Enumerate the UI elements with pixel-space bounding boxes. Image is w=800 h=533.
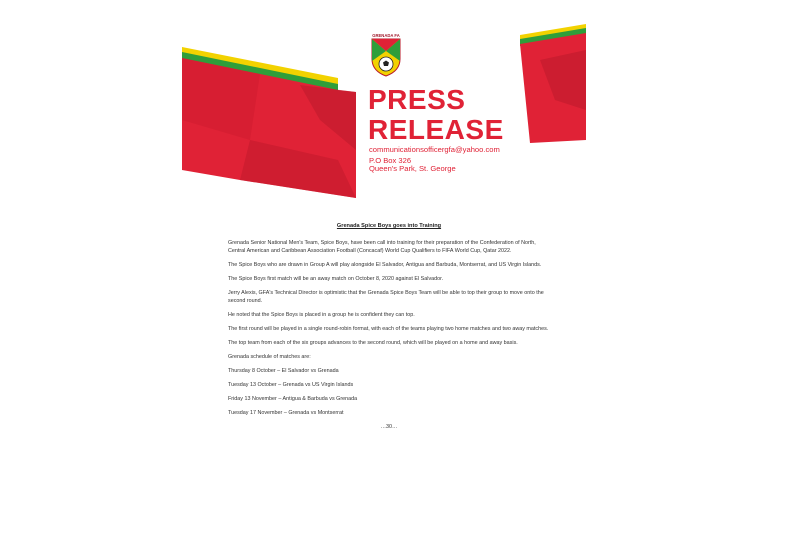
press-title: PRESS [368, 84, 466, 115]
contact-address: Queen's Park, St. George [369, 164, 456, 173]
article-paragraph: The top team from each of the six groups advances to the second round, which will be played on a home and away basis. [228, 340, 518, 346]
end-mark: …30… [380, 424, 398, 430]
release-title: RELEASE [368, 114, 504, 145]
article-paragraph: The Spice Boys first match will be an away match on October 8, 2020 against El Salvador. [228, 276, 444, 282]
schedule-item: Tuesday 17 November – Grenada vs Montserrat [228, 410, 344, 416]
contact-email: communicationsofficergfa@yahoo.com [369, 145, 500, 154]
article-paragraph: Grenada Senior National Men's Team, Spice Boys, have been call into training for their preparation of the Confederation of North, Central American and Caribbean Association Football (Concacaf) World Cup Qualifiers to FIFA World Cup, Qatar 2022. [228, 240, 536, 254]
crest-label: GRENADA FA [372, 33, 400, 38]
article-paragraph: The Spice Boys who are drawn in Group A will play alongside El Salvador, Antigua and Barbuda, Montserrat, and US Virgin Islands. [228, 262, 542, 268]
article-body [228, 222, 550, 431]
schedule-item: Friday 13 November – Antigua & Barbuda vs Grenada [228, 396, 358, 402]
article-paragraph: The first round will be played in a single round-robin format, with each of the teams playing two home matches and two away matches. [228, 326, 549, 332]
grenada-fa-crest-logo [368, 31, 404, 77]
article-paragraph: Jerry Alexis, GFA's Technical Director is optimistic that the Grenada Spice Boys Team will be able to top their group to move onto the second round. [228, 290, 544, 304]
article-paragraph: He noted that the Spice Boys is placed in a group he is confident they can top. [228, 312, 415, 318]
schedule-item: Tuesday 13 October – Grenada vs US Virgin Islands [228, 382, 354, 388]
article-headline: Grenada Spice Boys goes into Training [336, 223, 442, 229]
contact-po-box: P.O Box 326 [369, 156, 412, 165]
article-paragraph: Grenada schedule of matches are: [228, 354, 311, 360]
schedule-item: Thursday 8 October – El Salvador vs Grenada [228, 368, 339, 374]
